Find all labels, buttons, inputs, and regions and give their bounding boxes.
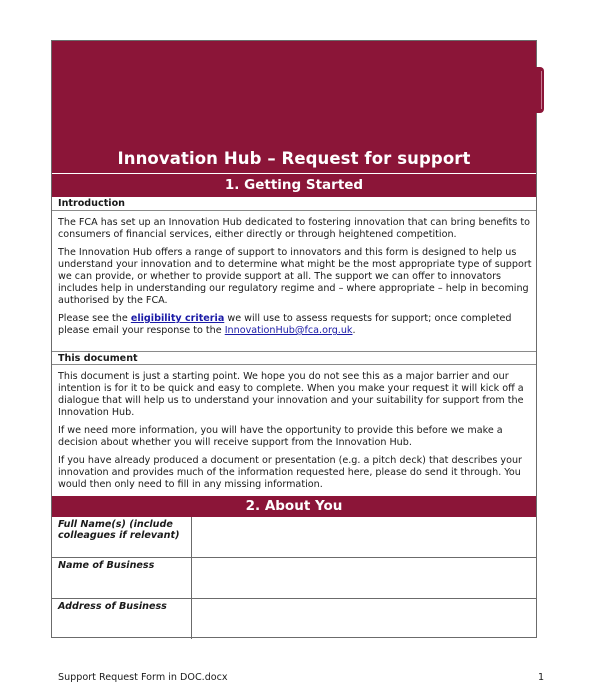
introduction-text — [58, 217, 532, 343]
intro-paragraph-1: The FCA has set up an Innovation Hub dedicated to fostering innovation that can bring benefits to consumers of financial services, either directly or through heightened competition. — [58, 217, 530, 240]
form-title: Innovation Hub – Request for support — [117, 149, 471, 168]
header-banner — [52, 41, 536, 173]
introduction-heading: Introduction — [52, 197, 536, 211]
table-row — [52, 598, 536, 639]
intro-paragraph-3: Please see the eligibility criteria we will use to assess requests for support; once completed please email your response to the InnovationHub@fca.org.uk. — [58, 313, 512, 336]
this-document-text — [58, 371, 532, 497]
footer-document-name: Support Request Form in DOC.docx — [58, 672, 228, 683]
doc-paragraph-3: If you have already produced a document or presentation (e.g. a pitch deck) that describes your innovation and provides much of the information requested here, please do send it through. You would then only need to fill in any missing information. — [58, 455, 522, 490]
doc-paragraph-1: This document is just a starting point. We hope you do not see this as a major barrier and our intention is for it to be quick and easy to complete. When you make your request it will kick off a dialogue that will help us to understand your innovation and your suitability for support from the Innovation Hub. — [58, 371, 524, 418]
doc-paragraph-2: If we need more information, you will have the opportunity to provide this before we make a decision about whether you will receive support from the Innovation Hub. — [58, 425, 503, 448]
about-you-table — [52, 517, 536, 639]
table-row — [52, 557, 536, 598]
intro-paragraph-2: The Innovation Hub offers a range of support to innovators and this form is designed to help us understand your innovation and to determine what might be the most appropriate type of support we can provide, or whether to provide support at all. The support we can offer to innovators includes help in understanding our regulatory regime and – where appropriate – help in becoming authorised by the FCA. — [58, 247, 532, 306]
table-row — [52, 517, 536, 557]
business-name-field[interactable] — [191, 557, 536, 598]
business-address-field[interactable] — [191, 598, 536, 639]
business-name-label: Name of Business — [52, 557, 191, 598]
eligibility-criteria-link[interactable]: eligibility criteria — [130, 313, 225, 324]
full-names-label: Full Name(s) (include colleagues if relevant) — [52, 517, 191, 557]
full-names-field[interactable] — [191, 517, 536, 557]
section-about-you-header: 2. About You — [52, 495, 536, 517]
section-getting-started-header: 1. Getting Started — [52, 173, 536, 197]
business-address-label: Address of Business — [52, 598, 191, 639]
support-request-form — [51, 40, 537, 638]
email-link[interactable]: InnovationHub@fca.org.uk — [224, 325, 353, 336]
footer-page-number: 1 — [538, 672, 545, 683]
side-tab — [536, 67, 544, 113]
this-document-heading: This document — [52, 351, 536, 365]
